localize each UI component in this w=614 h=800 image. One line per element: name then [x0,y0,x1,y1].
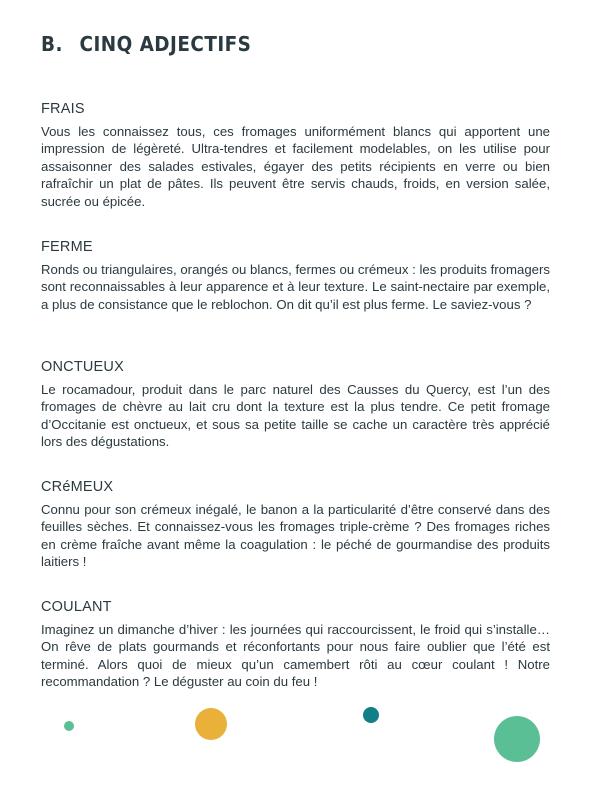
section-title: CRéMEUX [41,479,114,495]
section-body: Vous les connaissez tous, ces fromages uniformément blancs qui apportent une impression de légèreté. Ultra-tendres et facilement modelables, on les utilise pour assaisonner des salades estivales, égayer des petits récipients en verre ou bien rafraîchir un plat de pâtes. Ils peuvent être servis chauds, froids, en version salée, sucrée ou épicée. [41,124,550,209]
section-ferme [41,239,550,313]
page-heading [41,32,251,56]
heading-title: CINQ ADJECTIFS [79,32,252,56]
section-title: ONCTUEUX [41,359,124,375]
section-onctueux [41,359,550,451]
section-body: Imaginez un dimanche d’hiver : les journées qui raccourcissent, le froid qui s’installe… On rêve de plats gourmands et réconfortants pour nous faire oublier que l’été est terminé. Alors quoi de mieux qu’un camembert rôti au cœur coulant ! Notre recommandation ? Le déguster au coin du feu ! [41,622,550,690]
section-title: FRAIS [41,101,85,117]
decorative-dot-large-green [494,716,540,762]
decorative-dot-yellow [195,708,227,740]
section-body: Connu pour son crémeux inégalé, le banon a la particularité d’être conservé dans des feuilles sèches. Et connaissez-vous les fromages triple-crème ? Des fromages riches en crème fraîche avant même la coagulation : le péché de gourmandise des produits laitiers ! [41,502,550,570]
section-coulant [41,599,550,691]
section-cremeux [41,479,550,571]
decorative-dot-small-green [64,721,74,731]
section-title: COULANT [41,599,112,615]
section-title: FERME [41,239,93,255]
section-body: Le rocamadour, produit dans le parc naturel des Causses du Quercy, est l’un des fromages de chèvre au lait cru dont la texture est la plus tendre. Ce petit fromage d’Occitanie est onctueux, et sous sa petite taille se cache un caractère très apprécié lors des dégustations. [41,382,550,450]
section-frais [41,101,550,210]
heading-prefix: B. [41,32,63,56]
section-body: Ronds ou triangulaires, orangés ou blancs, fermes ou crémeux : les produits fromagers sont reconnaissables à leur apparence et à leur texture. Le saint-nectaire par exemple, a plus de consistance que le reblochon. On dit qu’il est plus ferme. Le saviez-vous ? [41,262,550,312]
decorative-dot-teal [363,707,379,723]
